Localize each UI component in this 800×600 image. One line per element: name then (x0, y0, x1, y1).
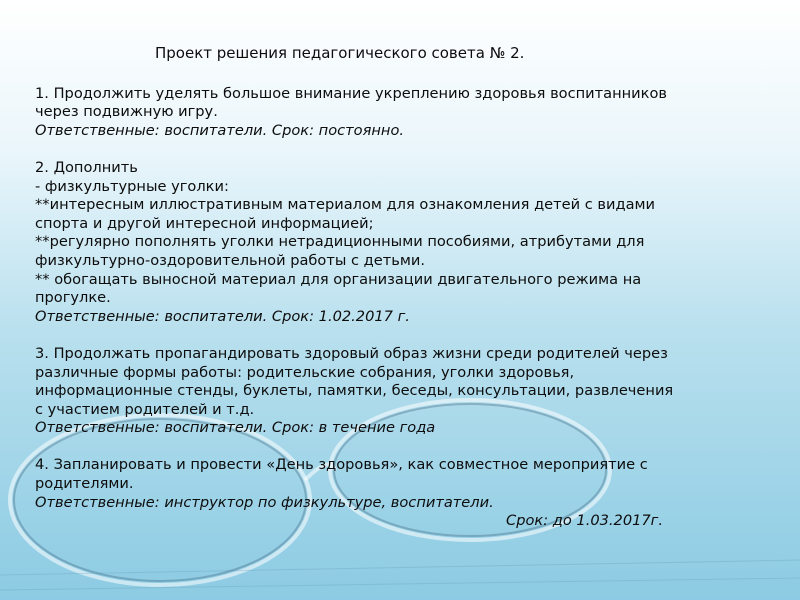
list-item: 1. Продолжить уделять большое внимание укреплению здоровья воспитанников через подвижную игру. Ответственные: воспитатели. Срок: постоянно. (35, 85, 775, 141)
deadline-line: Срок: до 1.03.2017г. (506, 512, 663, 530)
page-title: Проект решения педагогического совета № 2. (155, 44, 525, 62)
list-item: 3. Продолжать пропагандировать здоровый образ жизни среди родителей через различные формы работы: родительские собрания, уголки здоровья, информационные стенды, буклеты, памятки, беседы, консультации, развлечения с участием родителей и т.д. Ответственные: воспитатели. Срок: в течение года (35, 345, 775, 438)
item-number: 2. (35, 158, 49, 176)
item-number: 4. (35, 456, 49, 474)
responsible-line: Ответственные: воспитатели. Срок: постоянно. (35, 121, 405, 139)
responsible-line: Ответственные: инструктор по физкультуре, воспитатели. (35, 493, 494, 511)
list-item: 4. Запланировать и провести «День здоровья», как совместное мероприятие с родителями. Ответственные: инструктор по физкультуре, воспитатели. Срок: до 1.03.2017г. (35, 456, 775, 530)
item-number: 3. (35, 344, 49, 362)
responsible-line: Ответственные: воспитатели. Срок: в течение года (35, 419, 436, 437)
responsible-line: Ответственные: воспитатели. Срок: 1.02.2017 г. (35, 307, 410, 325)
item-number: 1. (35, 84, 49, 102)
list-item: 2. Дополнить - физкультурные уголки: **интересным иллюстративным материалом для ознакомления детей с видами спорта и другой интересной информацией; **регулярно пополнять уголки нетрадиционными пособиями, атрибутами для физкультурно-оздоровительной работы с детьми. ** обогащать выносной материал для организации двигательного режима на прогулке. Ответственные: воспитатели. Срок: 1.02.2017 г. (35, 159, 775, 326)
document-body (35, 30, 775, 531)
